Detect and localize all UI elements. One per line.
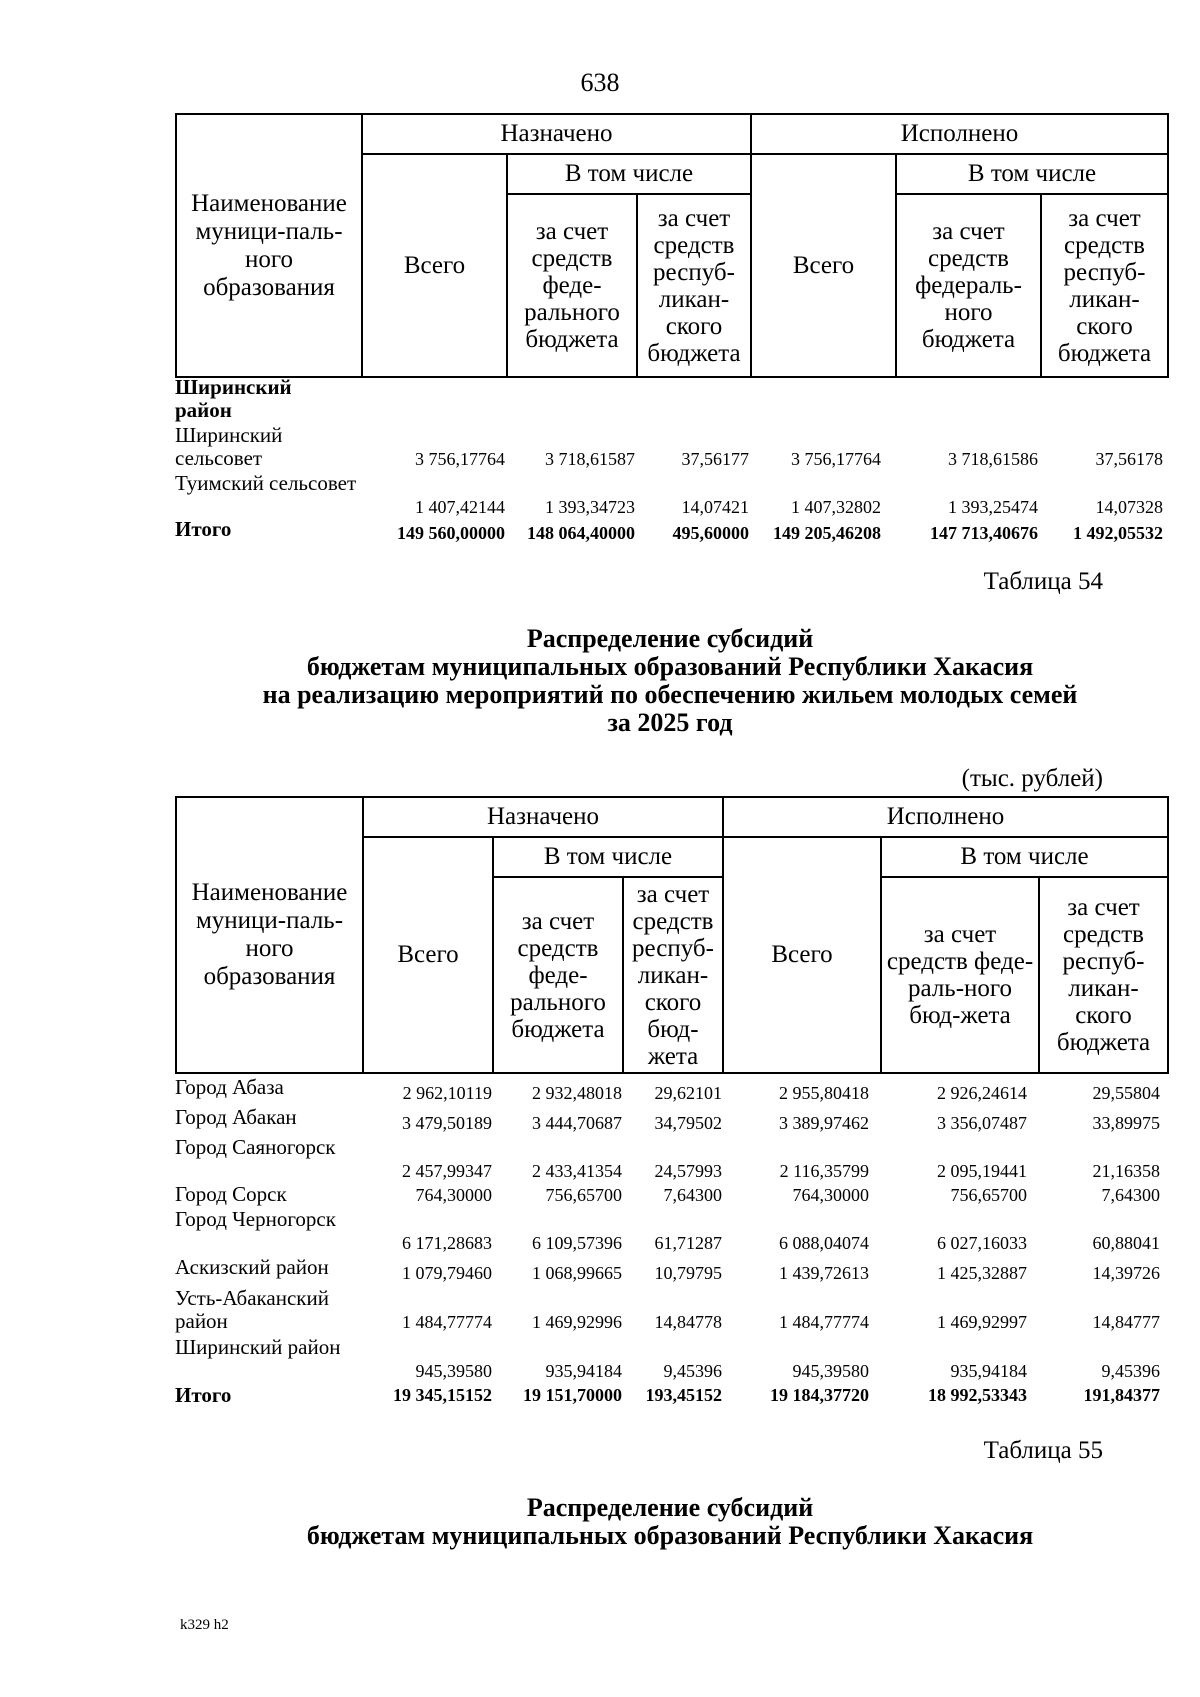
header-assigned-total: Всего <box>362 154 507 377</box>
header-assigned-republic: за счет средств респуб-ликан-ского бюджета <box>637 194 751 377</box>
cell: 29,62101 <box>654 1083 722 1103</box>
cell: 9,45396 <box>1101 1361 1160 1381</box>
table-55-title <box>0 1494 1200 1550</box>
row-name: Усть-Абаканский район <box>175 1286 329 1333</box>
table-54-title <box>0 625 1200 737</box>
cell: 2 095,19441 <box>937 1161 1027 1181</box>
header-executed: Исполнено <box>723 797 1168 837</box>
cell: 756,65700 <box>950 1185 1027 1205</box>
total-cell: 147 713,40676 <box>930 523 1038 543</box>
cell: 1 484,77774 <box>402 1312 492 1332</box>
header-assigned-federal: за счет средств феде-рального бюджета <box>507 194 637 377</box>
cell: 29,55804 <box>1092 1083 1160 1103</box>
cell: 14,07328 <box>1095 497 1163 517</box>
total-cell: 19 345,15152 <box>393 1385 492 1405</box>
header-executed-including: В том числе <box>881 837 1168 877</box>
total-cell: 1 492,05532 <box>1073 523 1163 543</box>
cell: 1 407,42144 <box>415 497 505 517</box>
row-name: Туимский сельсовет <box>175 471 357 495</box>
cell: 2 457,99347 <box>402 1161 492 1181</box>
cell: 33,89975 <box>1092 1113 1160 1133</box>
units-label: (тыс. рублей) <box>961 765 1103 792</box>
cell: 945,39580 <box>792 1361 869 1381</box>
header-executed-including: В том числе <box>896 154 1168 194</box>
cell: 2 433,41354 <box>532 1161 622 1181</box>
title-line: Распределение субсидий <box>526 624 814 653</box>
header-executed-federal: за счет средств феде-раль-ного бюд-жета <box>881 877 1039 1073</box>
header-executed-republic: за счет средств респуб-ликан-ского бюджета <box>1039 877 1168 1073</box>
cell: 1 484,77774 <box>779 1312 869 1332</box>
cell: 2 116,35799 <box>779 1161 869 1181</box>
cell: 2 926,24614 <box>937 1083 1027 1103</box>
table1-header <box>175 113 1169 378</box>
cell: 3 756,17764 <box>415 449 505 469</box>
header-name: Наименование муници-паль-ного образования <box>176 797 363 1073</box>
cell: 3 479,50189 <box>402 1113 492 1133</box>
header-executed-republic: за счет средств респуб-ликан-ского бюджета <box>1041 194 1168 377</box>
cell: 3 718,61586 <box>948 449 1038 469</box>
total-cell: 149 560,00000 <box>397 523 505 543</box>
cell: 6 088,04074 <box>779 1233 869 1253</box>
title-line: Распределение субсидий <box>526 1493 814 1522</box>
cell: 61,71287 <box>654 1233 722 1253</box>
cell: 1 068,99665 <box>532 1263 622 1283</box>
cell: 2 932,48018 <box>532 1083 622 1103</box>
cell: 764,30000 <box>792 1185 869 1205</box>
cell: 1 469,92996 <box>532 1312 622 1332</box>
header-assigned-republic: за счет средств респуб-ликан-ского бюд-жета <box>623 877 723 1073</box>
cell: 1 469,92997 <box>937 1312 1027 1332</box>
cell: 3 356,07487 <box>937 1113 1027 1133</box>
cell: 9,45396 <box>663 1361 722 1381</box>
header-assigned: Назначено <box>362 114 751 154</box>
total-cell: 19 184,37720 <box>770 1385 869 1405</box>
header-assigned-including: В том числе <box>493 837 723 877</box>
cell: 764,30000 <box>415 1185 492 1205</box>
cell: 3 389,97462 <box>779 1113 869 1133</box>
row-name: Ширинский сельсовет <box>175 423 283 470</box>
cell: 1 079,79460 <box>402 1263 492 1283</box>
cell: 14,84778 <box>654 1312 722 1332</box>
row-name: Город Сорск <box>175 1182 287 1206</box>
title-line: бюджетам муниципальных образований Республики Хакасия <box>306 1521 1034 1550</box>
row-name: Город Черногорск <box>175 1207 336 1231</box>
title-line: за 2025 год <box>607 708 733 737</box>
cell: 1 393,34723 <box>545 497 635 517</box>
cell: 6 171,28683 <box>402 1233 492 1253</box>
cell: 7,64300 <box>663 1185 722 1205</box>
cell: 14,84777 <box>1092 1312 1160 1332</box>
total-label: Итого <box>175 1383 232 1407</box>
total-cell: 148 064,40000 <box>527 523 635 543</box>
cell: 3 756,17764 <box>791 449 881 469</box>
header-executed-federal: за счет средств федераль-ного бюджета <box>896 194 1041 377</box>
header-executed: Исполнено <box>751 114 1168 154</box>
row-name: Город Абаза <box>175 1075 284 1099</box>
cell: 3 718,61587 <box>545 449 635 469</box>
total-cell: 19 151,70000 <box>523 1385 622 1405</box>
title-line: на реализацию мероприятий по обеспечению жильем молодых семей <box>262 680 1078 709</box>
cell: 935,94184 <box>950 1361 1027 1381</box>
total-cell: 18 992,53343 <box>928 1385 1027 1405</box>
cell: 935,94184 <box>545 1361 622 1381</box>
group-name: Ширинский район <box>175 375 292 422</box>
cell: 1 425,32887 <box>937 1263 1027 1283</box>
table-55-label: Таблица 55 <box>983 1437 1103 1464</box>
cell: 1 393,25474 <box>948 497 1038 517</box>
cell: 10,79795 <box>654 1263 722 1283</box>
total-label: Итого <box>175 517 232 541</box>
header-executed-total: Всего <box>723 837 881 1073</box>
cell: 1 407,32802 <box>791 497 881 517</box>
cell: 14,39726 <box>1092 1263 1160 1283</box>
header-name: Наименование муници-паль-ного образования <box>176 114 362 377</box>
header-assigned-total: Всего <box>363 837 493 1073</box>
cell: 945,39580 <box>415 1361 492 1381</box>
title-line: бюджетам муниципальных образований Республики Хакасия <box>306 652 1034 681</box>
total-cell: 495,60000 <box>672 523 749 543</box>
footer-code: k329 h2 <box>180 1617 229 1633</box>
cell: 2 962,10119 <box>402 1083 492 1103</box>
cell: 14,07421 <box>681 497 749 517</box>
cell: 34,79502 <box>654 1113 722 1133</box>
table-54-label: Таблица 54 <box>983 568 1103 595</box>
cell: 3 444,70687 <box>532 1113 622 1133</box>
row-name: Ширинский район <box>175 1335 341 1359</box>
cell: 60,88041 <box>1092 1233 1160 1253</box>
header-assigned-federal: за счет средств феде-рального бюджета <box>493 877 623 1073</box>
cell: 37,56178 <box>1095 449 1163 469</box>
row-name: Город Саяногорск <box>175 1135 336 1159</box>
cell: 24,57993 <box>654 1161 722 1181</box>
cell: 7,64300 <box>1101 1185 1160 1205</box>
header-executed-total: Всего <box>751 154 896 377</box>
header-assigned: Назначено <box>363 797 723 837</box>
total-cell: 149 205,46208 <box>773 523 881 543</box>
header-assigned-including: В том числе <box>507 154 751 194</box>
cell: 37,56177 <box>681 449 749 469</box>
row-name: Город Абакан <box>175 1105 297 1129</box>
total-cell: 193,45152 <box>645 1385 722 1405</box>
cell: 756,65700 <box>545 1185 622 1205</box>
row-name: Аскизский район <box>175 1255 329 1279</box>
cell: 2 955,80418 <box>779 1083 869 1103</box>
cell: 1 439,72613 <box>779 1263 869 1283</box>
cell: 21,16358 <box>1092 1161 1160 1181</box>
page-number: 638 <box>580 68 620 97</box>
total-cell: 191,84377 <box>1083 1385 1160 1405</box>
cell: 6 027,16033 <box>937 1233 1027 1253</box>
cell: 6 109,57396 <box>532 1233 622 1253</box>
table2-header <box>175 796 1169 1074</box>
